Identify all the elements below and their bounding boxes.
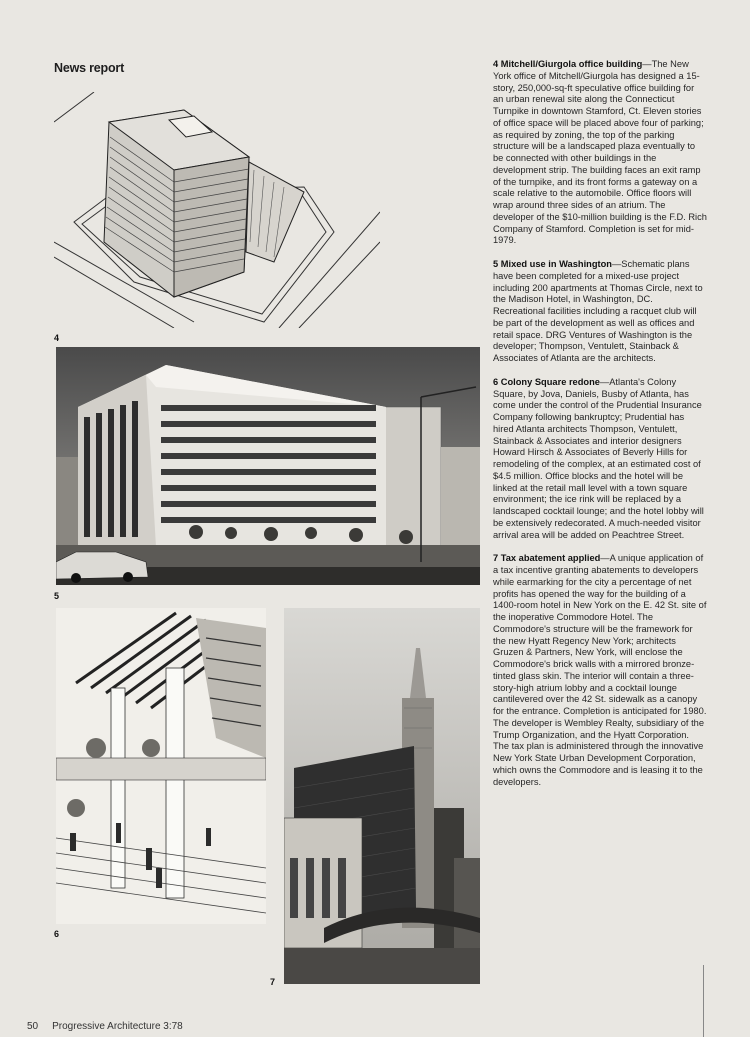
news-column (493, 59, 707, 800)
news-heading: 7 Tax abatement applied (493, 553, 601, 564)
axonometric-drawing-svg (54, 92, 380, 328)
news-body: —Atlanta's Colony Square, by Jova, Daniels, Busby of Atlanta, has come under the control of the Prudential Insurance Company following bankruptcy; Prudential has hired Atlanta architects Thompson, Ventulett, Stainback & Associates and interior designers Howard Hirsch & Associates of Beverly Hills for remodeling of the complex, at an estimated cost of $4.5 million. Office blocks and the hotel will be linked at the retail mall level with a town square environment; the ice rink will be replaced by a landscaped cocktail lounge; and the hotel lobby will be extensively redecorated. A much-needed visitor arrival area will be added on Peachtree Street. (493, 376, 704, 540)
news-item-6 (493, 377, 707, 542)
news-item-5 (493, 259, 707, 365)
photo-7-svg (284, 608, 480, 984)
section-title: News report (54, 61, 125, 75)
figure-4-axonometric-drawing (54, 92, 380, 328)
figure-5-number: 5 (54, 591, 60, 601)
news-body: —A unique application of a tax incentive granting abatements to developers while earmarking for the city a percentage of net profits has opened the way for the building of a 1400-room hotel in New York on the E. 42 St. site of the inoperative Commodore Hotel. The Commodore's structure will be the framework for the new Hyatt Regency New York; architects Gruzen & Partners, New York, will enclose the Commodore's brick walls with a mirrored bronze-tinted glass skin. The interior will contain a three-story-high atrium lobby and a cocktail lounge cantilevered over the 42 St. sidewalk as a canopy for the entrance. Completion is anticipated for 1980. The developer is Wembley Realty, subsidiary of the Trump Organization, and the Hyatt Corporation. The tax plan is administered through the innovative New York State Urban Development Corporation, which owns the Commodore and is leasing it to the developers. (493, 553, 707, 787)
news-heading: 4 Mitchell/Giurgola office building (493, 59, 643, 69)
news-body: —Schematic plans have been completed for a mixed-use project including 200 apartments at Thomas Circle, next to the Madison Hotel, in Washington, DC. Recreational facilities including a racquet club will be part of the development as well as offices and retail space. DRG Ventures of Washington is the developer; Thompson, Ventulett, Stainback & Associates of Atlanta are the architects. (493, 259, 703, 363)
page-number: 50 (27, 1021, 39, 1032)
figure-6-atrium-sketch (56, 608, 266, 924)
news-item-7 (493, 553, 707, 788)
journal-citation: Progressive Architecture 3:78 (52, 1021, 183, 1032)
figure-7-hotel-photo (284, 608, 480, 984)
page-footer (27, 1021, 183, 1032)
rendering-5-svg (56, 347, 480, 585)
news-item-4 (493, 59, 707, 247)
figure-7-number: 7 (270, 977, 276, 987)
news-heading: 6 Colony Square redone (493, 376, 600, 387)
figure-6-number: 6 (54, 929, 60, 939)
figure-5-building-rendering (56, 347, 480, 585)
news-heading: 5 Mixed use in Washington (493, 259, 612, 269)
margin-rule (703, 965, 704, 1037)
figure-4-number: 4 (54, 333, 60, 343)
news-body: —The New York office of Mitchell/Giurgola has designed a 15-story, 250,000-sq-ft speculative office building for an urban renewal site along the Connecticut Turnpike in downtown Stamford, Ct. Eleven stories of office space will be placed above four of parking; as required by zoning, the top of the parking structure will be a landscaped plaza eventually to be connected with other buildings in the development strip. The building faces an exit ramp of the turnpike, and its front forms a gateway on a scale relative to the automobile. Office floors will wrap around three sides of an atrium. The developer of the $10-million building is the F.D. Rich Company of Stamford. Completion is set for mid-1979. (493, 59, 707, 246)
sketch-6-svg (56, 608, 266, 924)
